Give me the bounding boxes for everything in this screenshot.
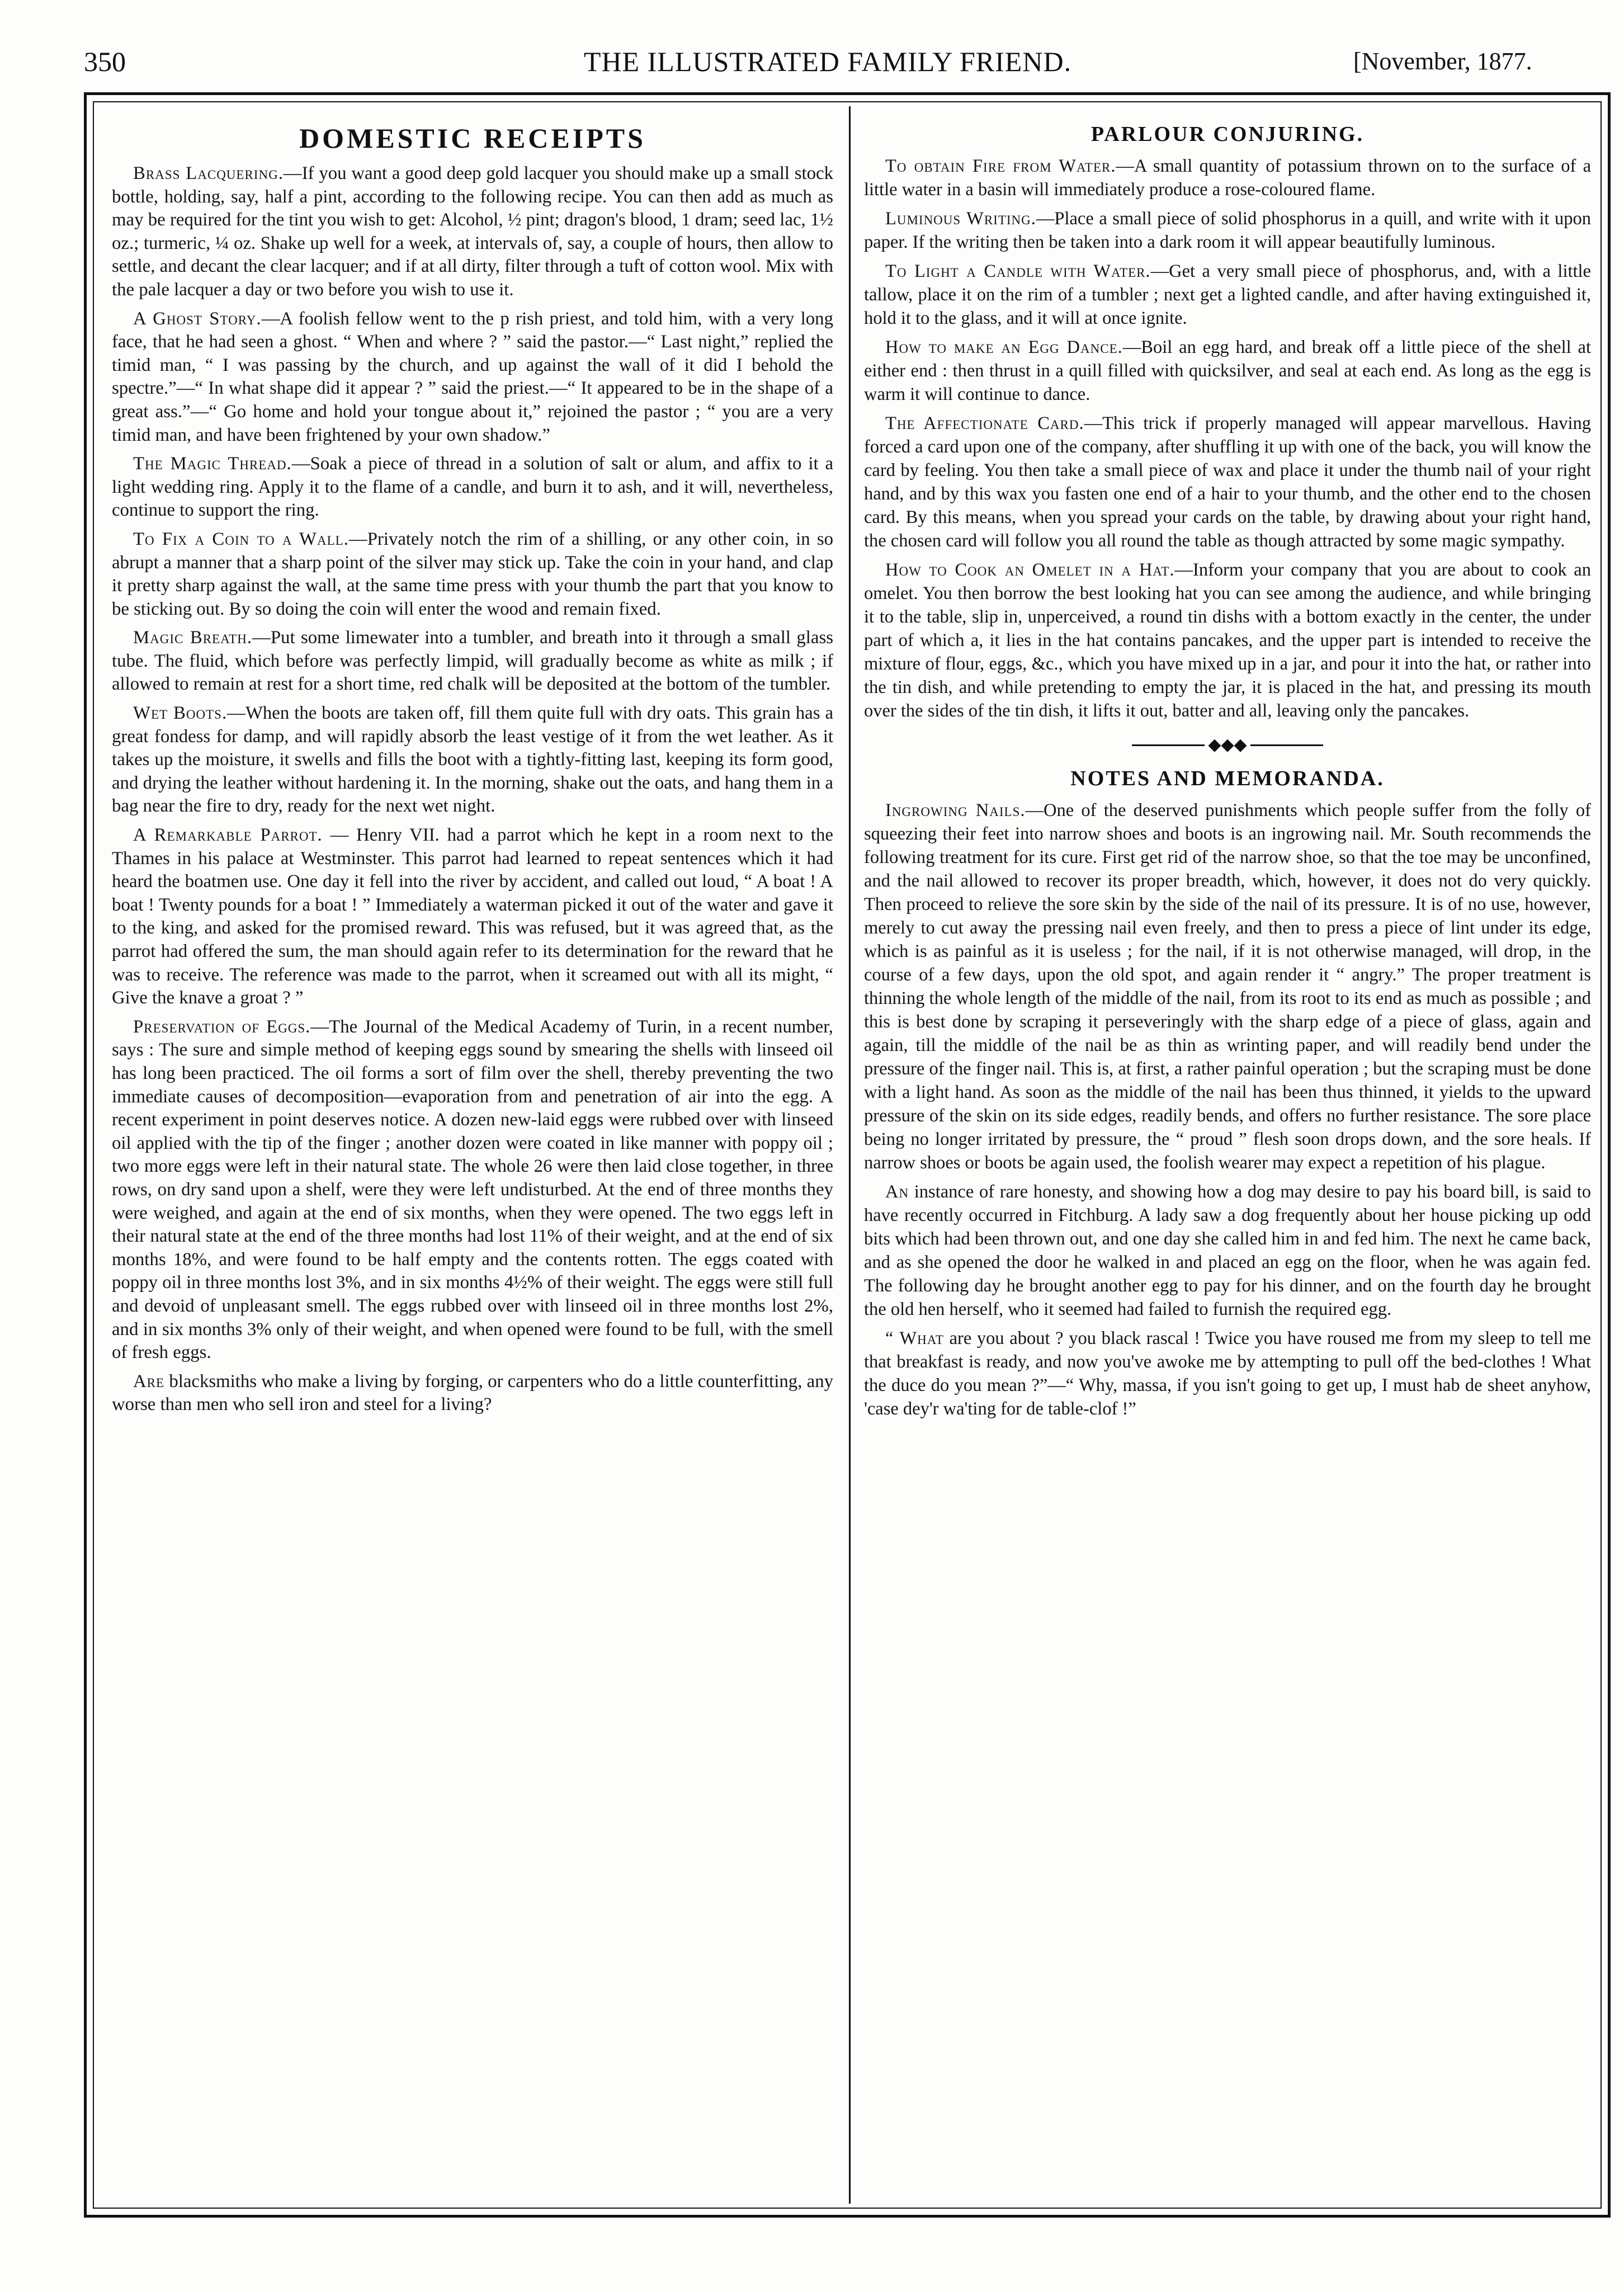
article-lead: An: [885, 1182, 909, 1202]
article-text: —When the boots are taken off, fill them quite full with dry oats. This grain has a great fondess for damp, and will rapidly absorb the least vestige of it from the wet leather. As it takes up the moisture, it swells and fills the boot with a tightly-fitting last, keeping its form good, and drying the leather without hardening it. In the morning, shake out the oats, and hang them in a bag near the fire to dry, ready for the next wet night.: [112, 703, 834, 817]
article-lead: Ingrowing Nails.: [885, 800, 1026, 821]
article-text: —Boil an egg hard, and break off a little piece of the shell at either end : then thrust in a quill filled with quicksilver, and seal at each end. As long as the egg is warm it will continue to dance.: [864, 337, 1591, 404]
article-black-rascal: [864, 1327, 1591, 1421]
article-lead: Preservation of Eggs.: [133, 1016, 311, 1037]
section-title-parlour-conjuring: PARLOUR CONJURING.: [1090, 122, 1365, 146]
article-text: —One of the deserved punishments which people suffer from the folly of squeezing their feet into narrow shoes and boots is an ingrowing nail. Mr. South recommends the following treatment for its cure. First get rid of the narrow shoe, so that the toe may be unconfined, and the nail allowed to recover its proper breadth, which, however, it does not do very quickly. Then proceed to relieve the sore skin by the side of the nail of its pressure. It is of no use, however, merely to cut away the pressing nail even freely, and then to press a piece of lint under its edge, which is as painful as it is useless ; for the nail, if it is not otherwise managed, will drop, in the course of a few days, upon the old spot, and again render it “ angry.” The proper treatment is thinning the whole length of the middle of the nail, from its root to its end as much as possible ; and this is best done by scraping it perseveringly with the sharp edge of a piece of glass, again and again, till the middle of the nail be as thin as wrinting paper, and will readily bend under the pressure of the finger nail. This is, at first, a rather painful operation ; but the scraping must be done with a light hand. As soon as the middle of the nail has been thus thinned, it yields to the upward pressure of the skin on its side edges, readily bends, and offers no further resistance. The sore place being no longer irritated by pressure, the “ proud ” flesh soon drops down, and the sore heals. If narrow shoes or boots be again used, the foolish wearer may expect a repetition of his plague.: [864, 800, 1591, 1173]
article-text: —Get a very small piece of phosphorus, and, with a little tallow, place it on the rim of a tumbler ; next get a lighted candle, and after having extinguished it, hold it to the glass, and it will at once ignite.: [864, 261, 1591, 328]
article-egg-dance: [864, 336, 1591, 406]
article-text: —Put some limewater into a tumbler, and breath into it through a small glass tube. The fluid, which before was perfectly limpid, will gradually become as white as milk ; if allowed to remain at rest for a short time, red chalk will be deposited at the bottom of the tumbler.: [112, 628, 833, 695]
article-lead: How to Cook an Omelet in a Hat.: [885, 560, 1175, 580]
article-text: —This trick if properly managed will appear marvellous. Having forced a card upon one of the company, after shuffling it up with one of the back, you will know the card by feeling. You then take a small piece of wax and place it under the thumb nail of your right hand, and by this wax you fasten one end of a hair to your thumb, and the other end to the chosen card. By this means, when you spread your cards on the table, by drawing about your right hand, the chosen card will follow you all round the table as though attracted by some magic sympathy.: [864, 413, 1591, 551]
article-ghost-story: [112, 308, 833, 447]
article-text: —A foolish fellow went to the p rish priest, and told him, with a very long face, that he had seen a ghost. “ When and where ? ” said the pastor.—“ Last night,” replied the timid man, “ I was passing by the church, and up against the wall of it did I behold the spectre.”—“ In what shape did it appear ? ” said the priest.—“ It appeared to be in the shape of a great ass.”—“ Go home and hold your tongue about it,” rejoined the pastor ; “ you are a very timid man, and have been frightened by your own shadow.”: [112, 308, 833, 445]
article-text: — Henry VII. had a parrot which he kept in a room next to the Thames in his palace at Westminster. This parrot had learned to repeat sentences which it had heard the boatmen use. One day it fell into the river by accident, and called out loud, “ A boat ! A boat ! Twenty pounds for a boat ! ” Immediately a waterman picked it out of the water and gave it to the king, and asked for the promised reward. This was refused, but it was agreed that, as the parrot had offered the sum, the man should again refer to its determination for the reward that he was to receive. The reference was made to the parrot, when it screamed out with all its might, “ Give the knave a groat ? ”: [112, 825, 833, 1008]
article-lead: “ What: [885, 1328, 944, 1349]
article-text: —The Journal of the Medical Academy of Turin, in a recent number, says : The sure and simple method of keeping eggs sound by smearing the shells with linseed oil has long been practiced. The oil forms a sort of film over the shell, thereby preventing the two immediate causes of decomposition—evaporation from and penetration of air into the egg. A recent experiment in point deserves notice. A dozen new-laid eggs were rubbed over with linseed oil applied with the tip of the finger ; another dozen were coated in like manner with poppy oil ; two more eggs were left in their natural state. The whole 26 were then laid close together, in three rows, on dry sand upon a shelf, were they were left undisturbed. At the end of three months they were weighed, and again at the end of six months, when they were opened. The two eggs left in their natural state at the end of the three months had lost 11% of their weight, and at the end of six months 18%, and were found to be half empty and the contents rotten. The eggs coated with poppy oil in three months lost 3%, and in six months 4½% of their weight. The eggs were still full and devoid of unpleasant smell. The eggs rubbed over with linseed oil in three months lost 2%, and in six months 3% only of their weight, and when opened were found to be full, with the smell of fresh eggs.: [112, 1016, 833, 1363]
article-text: are you about ? you black rascal ! Twice you have roused me from my sleep to tell me that breakfast is ready, and now you've awoke me by attempting to pull off the bed-clothes ! What the duce do you mean ?”—“ Why, massa, if you isn't going to get up, I must hab de sheet anyhow, 'case dey'r wa'ting for de table-clof !”: [864, 1328, 1592, 1419]
article-lead: To obtain Fire from Water.: [885, 156, 1116, 176]
article-lead: Magic Breath.: [133, 628, 253, 648]
article-lead: Wet Boots.: [133, 703, 228, 724]
issue-date: [November, 1877.: [1353, 48, 1532, 75]
column-divider: [849, 106, 851, 2204]
article-text: —Soak a piece of thread in a solution of salt or alum, and affix to it a light wedding ring. Apply it to the flame of a candle, and burn it to ash, and it will, nevertheless, continue to support the ring.: [112, 454, 833, 521]
article-text: —If you want a good deep gold lacquer you should make up a small stock bottle, holding, say, half a pint, according to the following recipe. You can then add as much as may be required for the tint you wish to get: Alcohol, ½ pint; dragon's blood, 1 dram; seed lac, 1½ oz.; turmeric, ¼ oz. Shake up well for a week, at intervals of, say, a couple of hours, then allow to settle, and decant the clear lacquer; and if at all dirty, filter through a tuft of cotton wool. Mix with the pale lacquer a day or two before you wish to use it.: [112, 163, 833, 300]
article-preservation-of-eggs: [112, 1016, 833, 1365]
article-lead: A Ghost Story.: [133, 308, 262, 329]
article-fire-from-water: [864, 154, 1591, 201]
article-affectionate-card: [864, 412, 1591, 553]
article-remarkable-parrot: [112, 824, 833, 1010]
article-coin-to-wall: [112, 528, 833, 621]
article-lead: The Affectionate Card.: [885, 413, 1084, 433]
article-luminous-writing: [864, 207, 1591, 254]
article-text: —Privately notch the rim of a shilling, or any other coin, in so abrupt a manner that a sharp point of the silver may stick up. Take the coin in your hand, and clap it pretty sharp against the wall, at the same time press with your thumb the part that you know to be sticking out. By so doing the coin will enter the wood and remain fixed.: [112, 529, 833, 619]
article-text: instance of rare honesty, and showing how a dog may desire to pay his board bill, is said to have recently occurred in Fitchburg. A lady saw a dog frequently about her house picking up odd bits which had been thrown out, and one day she called him in and fed him. The next he came back, and as she opened the door he walked in and placed an egg on the floor, when he was again fed. The following day he brought another egg to pay for his dinner, and on the fourth day he brought the old hen herself, who it seemed had failed to furnish the required egg.: [864, 1182, 1591, 1320]
article-magic-breath: [112, 626, 833, 696]
article-brass-lacquering: [112, 162, 833, 302]
article-candle-with-water: [864, 260, 1591, 330]
article-lead: To Light a Candle with Water.: [885, 261, 1151, 281]
section-title-notes-and-memoranda: NOTES AND MEMORANDA.: [1070, 767, 1385, 791]
article-omelet-in-hat: [864, 558, 1591, 723]
article-lead: To Fix a Coin to a Wall.: [133, 529, 349, 549]
page-number: 350: [84, 46, 126, 77]
article-lead: A Remarkable Parrot.: [133, 825, 323, 846]
article-lead: Are: [133, 1371, 165, 1392]
article-magic-thread: [112, 452, 833, 522]
article-honest-dog: [864, 1180, 1591, 1321]
article-lead: Brass Lacquering.: [133, 163, 284, 183]
article-lead: How to make an Egg Dance.: [885, 337, 1123, 357]
section-title-domestic-receipts: DOMESTIC RECEIPTS: [299, 122, 646, 154]
section-ornament-rule: ◆◆◆: [864, 733, 1591, 756]
article-text: —Place a small piece of solid phosphorus in a quill, and write with it upon paper. If the writing then be taken into a dark room it will appear beautifully luminous.: [864, 209, 1591, 252]
left-column: [112, 112, 833, 1422]
article-wet-boots: [112, 702, 833, 818]
article-text: blacksmiths who make a living by forging, or carpenters who do a little counterfitting, any worse than men who sell iron and steel for a living?: [112, 1371, 833, 1415]
publication-title: THE ILLUSTRATED FAMILY FRIEND.: [583, 46, 1072, 77]
article-text: —Inform your company that you are about to cook an omelet. You then borrow the best looking hat you can see among the audience, and while bringing it to the table, slip in, unperceived, a round tin dishs with a bottom exactly in the center, the under part of which a, it lies in the hat contains pancakes, and the upper part is intended to receive the mixture of flour, eggs, &c., which you have mixed up in a jar, and pour it into the hat, or rather into the tin dish, and while pretending to empty the jar, it is placed in the hat, and pressing its mouth over the sides of the tin dish, it lifts it out, batter and all, leaving only the pancakes.: [864, 560, 1591, 721]
article-lead: Luminous Writing.: [885, 209, 1036, 229]
article-lead: The Magic Thread.: [133, 454, 292, 474]
article-text: —A small quantity of potassium thrown on to the surface of a little water in a basin will immediately produce a rose-coloured flame.: [864, 156, 1592, 200]
right-column: [864, 112, 1591, 1426]
article-blacksmiths: [112, 1370, 833, 1417]
article-ingrowing-nails: [864, 799, 1591, 1175]
